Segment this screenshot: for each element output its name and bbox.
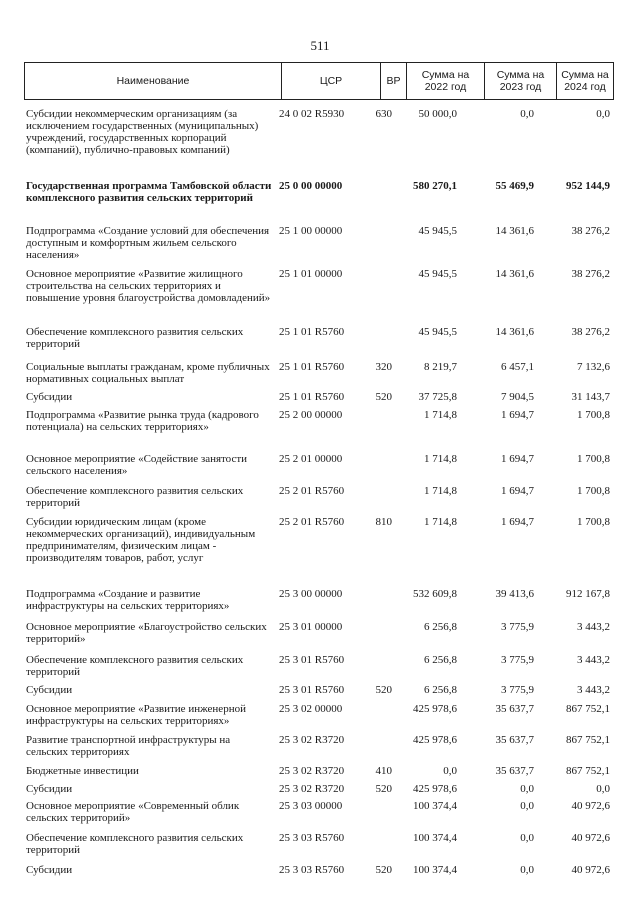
row-name: Субсидии [26, 391, 73, 403]
row-sum-2024: 0,0 [596, 783, 610, 795]
row-csr: 25 1 01 R5760 [279, 361, 345, 373]
row-sum-2023: 35 637,7 [495, 703, 534, 715]
row-csr: 25 3 01 00000 [279, 621, 343, 633]
row-sum-2023: 35 637,7 [495, 765, 534, 777]
row-sum-2023: 55 469,9 [495, 180, 534, 192]
row-sum-2023: 6 457,1 [501, 361, 534, 373]
page-number: 511 [310, 38, 330, 53]
row-csr: 25 1 01 R5760 [279, 391, 345, 403]
header-vr: ВР [380, 63, 406, 99]
row-name: Обеспечение комплексного развития сельских территорий [26, 485, 244, 509]
row-sum-2022: 8 219,7 [424, 361, 457, 373]
row-sum-2024: 31 143,7 [571, 391, 610, 403]
row-name: Основное мероприятие «Благоустройство сельских территорий» [26, 621, 267, 645]
row-sum-2022: 580 270,1 [413, 180, 457, 192]
row-name: Основное мероприятие «Содействие занятости сельского населения» [26, 453, 248, 477]
row-name: Субсидии некоммерческим организациям (за исключением государственных (муниципальных) учреждений, государственных корпораций (компаний), публично-правовых компаний) [26, 108, 259, 156]
row-csr: 25 3 02 R3720 [279, 765, 345, 777]
row-sum-2024: 40 972,6 [571, 864, 610, 876]
row-vr: 810 [375, 516, 392, 528]
row-csr: 25 3 01 R5760 [279, 654, 345, 666]
header-csr: ЦСР [281, 63, 380, 99]
row-csr: 25 1 00 00000 [279, 225, 343, 237]
row-sum-2022: 100 374,4 [413, 800, 457, 812]
row-sum-2024: 867 752,1 [566, 765, 610, 777]
row-name: Субсидии юридическим лицам (кроме некоммерческих организаций), индивидуальным предпринимателям, физическим лицам - производителям товаров, работ, услуг [26, 516, 256, 564]
row-sum-2022: 1 714,8 [424, 485, 457, 497]
row-name: Основное мероприятие «Современный облик сельских территорий» [26, 800, 240, 824]
row-sum-2023: 3 775,9 [501, 684, 534, 696]
row-csr: 25 1 01 R5760 [279, 326, 345, 338]
row-sum-2023: 1 694,7 [501, 453, 534, 465]
row-sum-2024: 38 276,2 [571, 268, 610, 280]
header-sum-2023: Сумма на 2023 год [484, 63, 556, 99]
header-sum-2022: Сумма на 2022 год [406, 63, 484, 99]
row-sum-2024: 1 700,8 [577, 453, 610, 465]
row-sum-2022: 1 714,8 [424, 516, 457, 528]
row-sum-2024: 867 752,1 [566, 734, 610, 746]
row-vr: 320 [375, 361, 392, 373]
row-sum-2022: 532 609,8 [413, 588, 457, 600]
row-sum-2024: 40 972,6 [571, 832, 610, 844]
row-sum-2024: 38 276,2 [571, 326, 610, 338]
row-sum-2022: 1 714,8 [424, 453, 457, 465]
row-csr: 25 2 01 00000 [279, 453, 343, 465]
row-sum-2022: 425 978,6 [413, 783, 457, 795]
row-csr: 25 0 00 00000 [279, 180, 343, 192]
row-sum-2023: 7 904,5 [501, 391, 534, 403]
row-sum-2023: 1 694,7 [501, 516, 534, 528]
row-sum-2022: 6 256,8 [424, 654, 457, 666]
row-sum-2024: 867 752,1 [566, 703, 610, 715]
row-name: Развитие транспортной инфраструктуры на сельских территориях [26, 734, 231, 758]
row-sum-2024: 38 276,2 [571, 225, 610, 237]
row-csr: 25 3 02 00000 [279, 703, 343, 715]
row-vr: 520 [375, 864, 392, 876]
row-name: Бюджетные инвестиции [26, 765, 139, 777]
row-sum-2023: 0,0 [520, 108, 534, 120]
row-csr: 25 2 01 R5760 [279, 485, 345, 497]
row-sum-2022: 45 945,5 [418, 268, 457, 280]
row-csr: 24 0 02 R5930 [279, 108, 345, 120]
row-sum-2024: 7 132,6 [577, 361, 610, 373]
row-sum-2022: 425 978,6 [413, 734, 457, 746]
row-sum-2022: 6 256,8 [424, 621, 457, 633]
row-name: Подпрограмма «Создание условий для обеспечения доступным и комфортным жильем сельского населения» [26, 225, 270, 261]
row-csr: 25 1 01 00000 [279, 268, 343, 280]
header-sum-2024: Сумма на 2024 год [556, 63, 613, 99]
table-header [24, 62, 614, 100]
row-vr: 520 [375, 391, 392, 403]
row-sum-2024: 1 700,8 [577, 409, 610, 421]
row-vr: 520 [375, 783, 392, 795]
row-sum-2024: 1 700,8 [577, 516, 610, 528]
row-csr: 25 2 00 00000 [279, 409, 343, 421]
row-sum-2022: 45 945,5 [418, 225, 457, 237]
row-sum-2023: 14 361,6 [495, 225, 534, 237]
row-sum-2022: 6 256,8 [424, 684, 457, 696]
row-sum-2024: 3 443,2 [577, 654, 610, 666]
row-csr: 25 3 03 00000 [279, 800, 343, 812]
row-csr: 25 3 01 R5760 [279, 684, 345, 696]
row-sum-2023: 3 775,9 [501, 654, 534, 666]
row-sum-2024: 0,0 [596, 108, 610, 120]
row-sum-2023: 0,0 [520, 783, 534, 795]
row-sum-2024: 3 443,2 [577, 621, 610, 633]
row-name: Субсидии [26, 864, 73, 876]
row-name: Подпрограмма «Создание и развитие инфраструктуры на сельских территориях» [26, 588, 230, 612]
row-sum-2023: 14 361,6 [495, 326, 534, 338]
row-name: Социальные выплаты гражданам, кроме публичных нормативных социальных выплат [26, 361, 270, 385]
row-sum-2023: 1 694,7 [501, 485, 534, 497]
row-vr: 630 [375, 108, 392, 120]
row-vr: 410 [375, 765, 392, 777]
row-sum-2023: 35 637,7 [495, 734, 534, 746]
row-sum-2022: 425 978,6 [413, 703, 457, 715]
row-name: Субсидии [26, 783, 73, 795]
row-csr: 25 2 01 R5760 [279, 516, 345, 528]
row-csr: 25 3 02 R3720 [279, 783, 345, 795]
row-sum-2023: 0,0 [520, 832, 534, 844]
row-name: Субсидии [26, 684, 73, 696]
row-sum-2022: 100 374,4 [413, 832, 457, 844]
row-csr: 25 3 00 00000 [279, 588, 343, 600]
row-sum-2023: 3 775,9 [501, 621, 534, 633]
row-sum-2024: 1 700,8 [577, 485, 610, 497]
row-name: Подпрограмма «Развитие рынка труда (кадрового потенциала) на сельских территориях» [26, 409, 259, 433]
row-csr: 25 3 03 R5760 [279, 832, 345, 844]
row-sum-2022: 37 725,8 [418, 391, 457, 403]
row-sum-2023: 1 694,7 [501, 409, 534, 421]
row-sum-2022: 45 945,5 [418, 326, 457, 338]
row-name: Государственная программа Тамбовской области комплексного развития сельских территорий [26, 180, 272, 204]
header-name: Наименование [116, 74, 190, 87]
row-sum-2022: 1 714,8 [424, 409, 457, 421]
row-sum-2024: 40 972,6 [571, 800, 610, 812]
row-sum-2022: 0,0 [443, 765, 457, 777]
row-name: Основное мероприятие «Развитие жилищного строительства на сельских территориях и повышение уровня благоустройства домовладений» [26, 268, 271, 304]
row-name: Основное мероприятие «Развитие инженерной инфраструктуры на сельских территориях» [26, 703, 246, 727]
row-sum-2022: 50 000,0 [418, 108, 457, 120]
row-sum-2022: 100 374,4 [413, 864, 457, 876]
row-csr: 25 3 03 R5760 [279, 864, 345, 876]
row-sum-2023: 0,0 [520, 800, 534, 812]
row-name: Обеспечение комплексного развития сельских территорий [26, 326, 244, 350]
row-csr: 25 3 02 R3720 [279, 734, 345, 746]
row-vr: 520 [375, 684, 392, 696]
row-sum-2023: 39 413,6 [495, 588, 534, 600]
row-sum-2023: 14 361,6 [495, 268, 534, 280]
row-name: Обеспечение комплексного развития сельских территорий [26, 654, 244, 678]
row-sum-2024: 952 144,9 [566, 180, 610, 192]
row-name: Обеспечение комплексного развития сельских территорий [26, 832, 244, 856]
row-sum-2024: 912 167,8 [566, 588, 610, 600]
row-sum-2023: 0,0 [520, 864, 534, 876]
row-sum-2024: 3 443,2 [577, 684, 610, 696]
